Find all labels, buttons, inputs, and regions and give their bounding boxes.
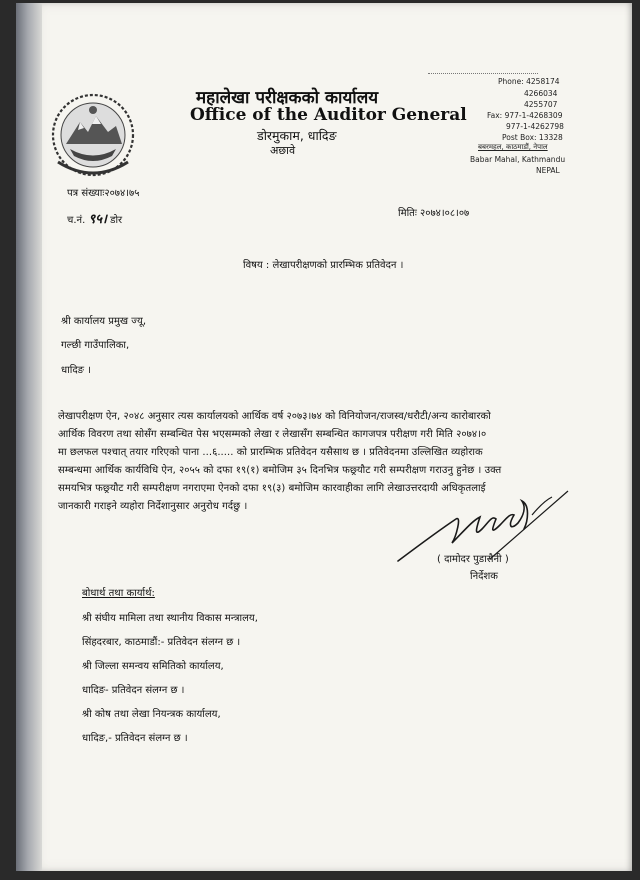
contact-address-nepali: बबरमहल, काठमाडौं, नेपाल bbox=[478, 143, 548, 151]
body-line-5: समयभित्र फछ्र्यौट गरी सम्परीक्षण नगराएमा ऐनको दफा १९(३) बमोजिम कारवाहीका लागि लेखाउत्तरदायी अधिकृतलाई bbox=[58, 483, 486, 494]
dispatch-prefix: च.नं. bbox=[67, 215, 86, 226]
recipient-line-3: धादिङ । bbox=[61, 365, 91, 376]
contact-po-box: Post Box: 13328 bbox=[502, 133, 563, 142]
signatory-name: ( दामोदर पुडासैनी ) bbox=[437, 554, 509, 565]
body-line-2: आर्थिक विवरण तथा सोसँग सम्बन्धित पेस भएसम्मको लेखा र लेखासँग सम्बन्धित कागजपत्र परीक्षण गरी मिति २०७४।० bbox=[58, 429, 487, 440]
cc-heading: बोधार्थ तथा कार्यार्थ: bbox=[82, 588, 155, 599]
office-name-nepali: महालेखा परीक्षकको कार्यालय bbox=[196, 88, 379, 108]
contact-fax-2: 977-1-4262798 bbox=[506, 122, 564, 131]
office-camp: अछावे bbox=[270, 144, 296, 157]
letter-reference-number: पत्र संख्याः२०७४।७५ bbox=[67, 188, 140, 199]
office-name-english: Office of the Auditor General bbox=[190, 105, 467, 125]
dispatch-suffix: डोर bbox=[110, 215, 123, 226]
cc-line-4: धादिङ- प्रतिवेदन संलग्न छ । bbox=[82, 685, 185, 696]
cc-line-2: सिंहदरबार, काठमाडौं:- प्रतिवेदन संलग्न छ । bbox=[82, 637, 241, 648]
contact-divider bbox=[428, 73, 538, 74]
cc-line-6: धादिङ,- प्रतिवेदन संलग्न छ । bbox=[82, 733, 188, 744]
contact-country: NEPAL bbox=[536, 166, 560, 175]
contact-phone: Phone: 4258174 bbox=[498, 77, 560, 86]
nepal-government-emblem-icon bbox=[50, 92, 136, 178]
office-location: डोरमुकाम, धादिङ bbox=[257, 128, 337, 143]
contact-fax: Fax: 977-1-4268309 bbox=[487, 111, 563, 120]
body-line-4: सम्बन्धमा आर्थिक कार्यविधि ऐन, २०५५ को दफा १९(१) बमोजिम ३५ दिनभित्र फछ्र्यौट गरी सम्परीक्षण गराउनु हुनेछ । उक्त bbox=[58, 465, 502, 476]
dispatch-number-handwritten: ९५। bbox=[88, 212, 107, 227]
recipient-line-1: श्री कार्यालय प्रमुख ज्यू, bbox=[61, 316, 146, 327]
dispatch-number-row bbox=[67, 209, 122, 227]
body-line-1: लेखापरीक्षण ऐन, २०४८ अनुसार त्यस कार्यालयको आर्थिक वर्ष २०७३।७४ को विनियोजन/राजस्व/धरौटी/अन्य कारोबारको bbox=[58, 411, 491, 422]
contact-phone-2: 4266034 bbox=[524, 89, 558, 98]
letter-date: मितिः २०७४।०८।०७ bbox=[398, 208, 470, 219]
letter-subject: विषय : लेखापरीक्षणको प्रारम्भिक प्रतिवेदन । bbox=[243, 260, 404, 271]
body-line-6: जानकारी गराइने व्यहोरा निर्देशानुसार अनुरोध गर्दछु । bbox=[58, 501, 248, 512]
signatory-title: निर्देशक bbox=[470, 571, 498, 582]
contact-address-english: Babar Mahal, Kathmandu bbox=[470, 155, 566, 164]
body-line-3: मा छलफल पश्चात् तयार गरिएको पाना ...६..... को प्रारम्भिक प्रतिवेदन यसैसाथ छ । प्रतिवेदनमा उल्लिखित व्यहोराक bbox=[58, 447, 483, 458]
recipient-line-2: गल्छी गाउँपालिका, bbox=[61, 340, 130, 351]
binding-spine bbox=[16, 3, 42, 871]
contact-phone-3: 4255707 bbox=[524, 100, 558, 109]
cc-line-1: श्री संघीय मामिला तथा स्थानीय विकास मन्त्रालय, bbox=[82, 613, 258, 624]
cc-line-5: श्री कोष तथा लेखा नियन्त्रक कार्यालय, bbox=[82, 709, 221, 720]
cc-line-3: श्री जिल्ला समन्वय समितिको कार्यालय, bbox=[82, 661, 224, 672]
